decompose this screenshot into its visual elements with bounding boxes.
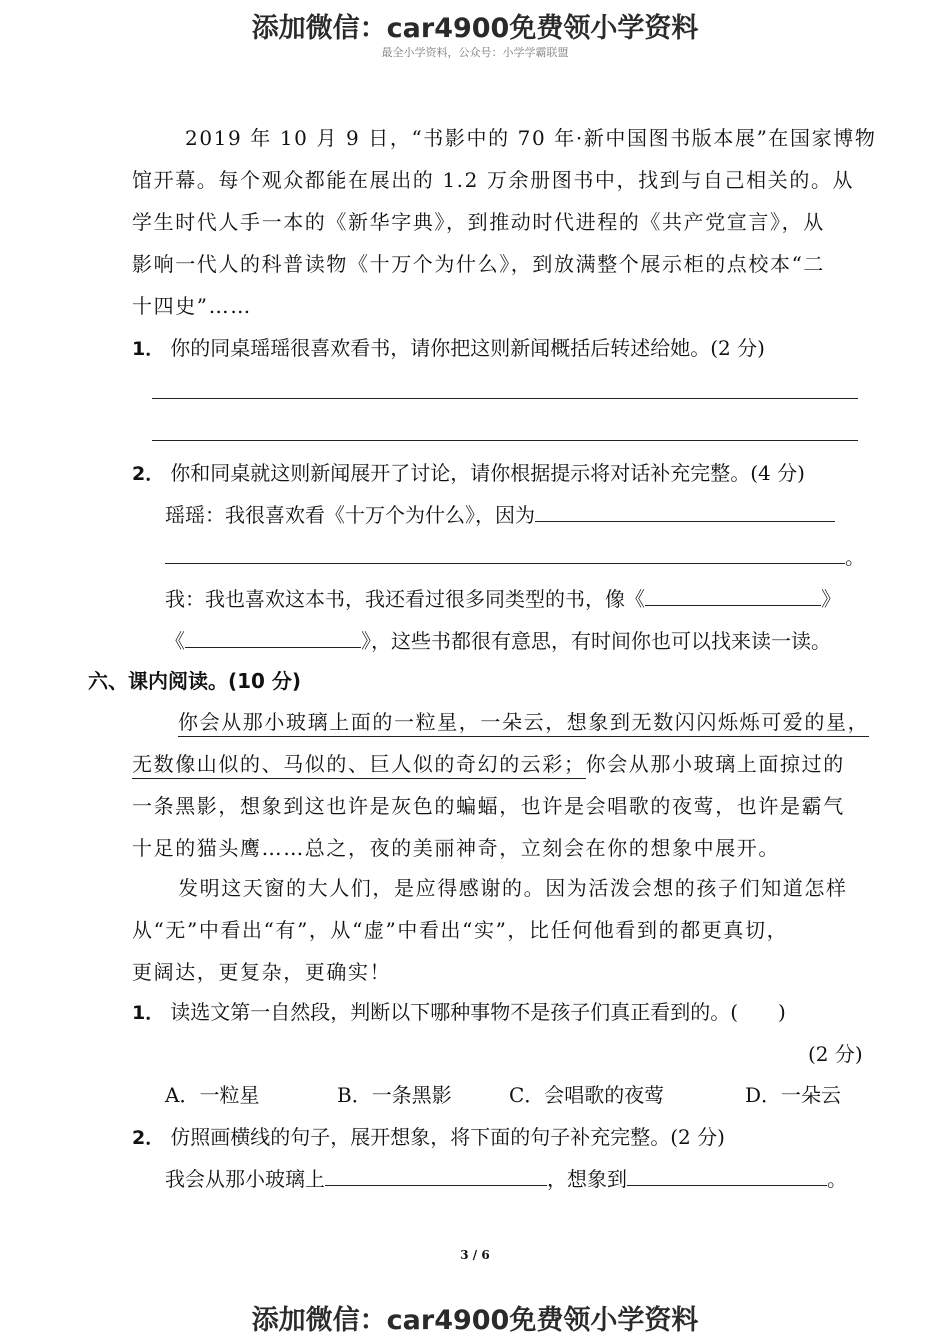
question-2-number: 2． — [132, 463, 165, 485]
dialogue-yaoyao-cont — [165, 543, 865, 571]
watermark-bottom: 添加微信：car4900免费领小学资料 — [251, 1305, 699, 1336]
dialogue-yaoyao — [165, 501, 835, 529]
underlined-sentence-2: 无数像山似的、马似的、巨人似的奇幻的云彩； — [132, 752, 586, 779]
passage1-line3: 学生时代人手一本的《新华字典》，到推动时代进程的《共产党宣言》，从 — [132, 210, 825, 234]
dialogue-yaoyao-blank[interactable] — [535, 501, 835, 522]
dialogue-yaoyao-text: 瑶瑶：我很喜欢看《十万个为什么》，因为 — [165, 503, 535, 527]
dialogue-me-2 — [165, 627, 831, 655]
book-blank-2[interactable] — [185, 627, 361, 648]
subtitle: 最全小学资料，公众号：小学学霸联盟 — [381, 46, 569, 59]
dialogue-me-1 — [165, 585, 841, 613]
option-b[interactable]: B．一条黑影 — [337, 1083, 452, 1107]
passage1-line2: 馆开幕。每个观众都能在展出的 1.2 万余册图书中，找到与自己相关的。从 — [132, 168, 855, 192]
dialogue-me-text-1: 我：我也喜欢这本书，我还看过很多同类型的书，像《 — [165, 587, 645, 611]
option-a[interactable]: A．一粒星 — [165, 1083, 260, 1107]
question-4-text: 仿照画横线的句子，展开想象，将下面的句子补充完整。(2 分) — [170, 1125, 725, 1149]
underlined-sentence-1: 你会从那小玻璃上面的一粒星，一朵云，想象到无数闪闪烁烁可爱的星， — [178, 710, 869, 737]
passage2-line6: 从“无”中看出“有”，从“虚”中看出“实”，比任何他看到的都更真切， — [132, 918, 789, 942]
passage2-line2 — [132, 750, 845, 778]
imitation-sentence — [165, 1165, 847, 1193]
question-4-number: 2． — [132, 1127, 165, 1149]
passage1-line4: 影响一代人的科普读物《十万个为什么》，到放满整个展示柜的点校本“二 — [132, 252, 826, 276]
dialogue-close-1: 》 — [821, 587, 841, 611]
imitation-text-3: 。 — [827, 1167, 847, 1191]
passage2-line3: 一条黑影，想象到这也许是灰色的蝙蝠，也许是会唱歌的夜莺，也许是霸气 — [132, 794, 845, 818]
section-6-title: 六、课内阅读。(10 分) — [88, 669, 302, 693]
question-3-text: 读选文第一自然段，判断以下哪种事物不是孩子们真正看到的。( ) — [170, 1000, 786, 1024]
watermark-top: 添加微信：car4900免费领小学资料 — [251, 13, 699, 44]
dialogue-me-text-2: 》，这些书都很有意思，有时间你也可以找来读一读。 — [361, 629, 831, 653]
passage2-line7: 更阔达，更复杂，更确实！ — [132, 960, 392, 984]
passage1-line5: 十四史”…… — [132, 294, 252, 318]
question-1-number: 1． — [132, 338, 165, 360]
imitation-text-1: 我会从那小玻璃上 — [165, 1167, 325, 1191]
option-c[interactable]: C．会唱歌的夜莺 — [509, 1083, 665, 1107]
answer-line-2[interactable] — [152, 440, 858, 441]
imitation-text-2: ，想象到 — [547, 1167, 627, 1191]
passage1-line1: 2019 年 10 月 9 日，“书影中的 70 年·新中国图书版本展”在国家博物 — [185, 126, 877, 150]
passage2-line2-rest: 你会从那小玻璃上面掠过的 — [585, 752, 845, 776]
option-d[interactable]: D．一朵云 — [745, 1083, 842, 1107]
passage2-line1 — [178, 708, 869, 736]
imitation-blank-2[interactable] — [627, 1165, 827, 1186]
question-1 — [132, 334, 765, 363]
question-2 — [132, 459, 805, 488]
answer-line-1[interactable] — [152, 398, 858, 399]
dialogue-yaoyao-blank-2[interactable] — [165, 543, 845, 564]
imitation-blank-1[interactable] — [325, 1165, 547, 1186]
dialogue-period: 。 — [845, 545, 865, 569]
passage2-line5: 发明这天窗的大人们，是应得感谢的。因为活泼会想的孩子们知道怎样 — [178, 876, 848, 900]
question-1-text: 你的同桌瑶瑶很喜欢看书，请你把这则新闻概括后转述给她。(2 分) — [170, 336, 765, 360]
page-number: 3 / 6 — [460, 1248, 490, 1262]
question-3-number: 1． — [132, 1002, 165, 1024]
passage2-line4: 十足的猫头鹰……总之，夜的美丽神奇，立刻会在你的想象中展开。 — [132, 836, 780, 860]
question-3-score: (2 分) — [808, 1042, 863, 1066]
question-3 — [132, 998, 786, 1027]
question-4 — [132, 1123, 725, 1152]
book-blank-1[interactable] — [645, 585, 821, 606]
question-2-text: 你和同桌就这则新闻展开了讨论，请你根据提示将对话补充完整。(4 分) — [170, 461, 805, 485]
dialogue-open-2: 《 — [165, 629, 185, 653]
